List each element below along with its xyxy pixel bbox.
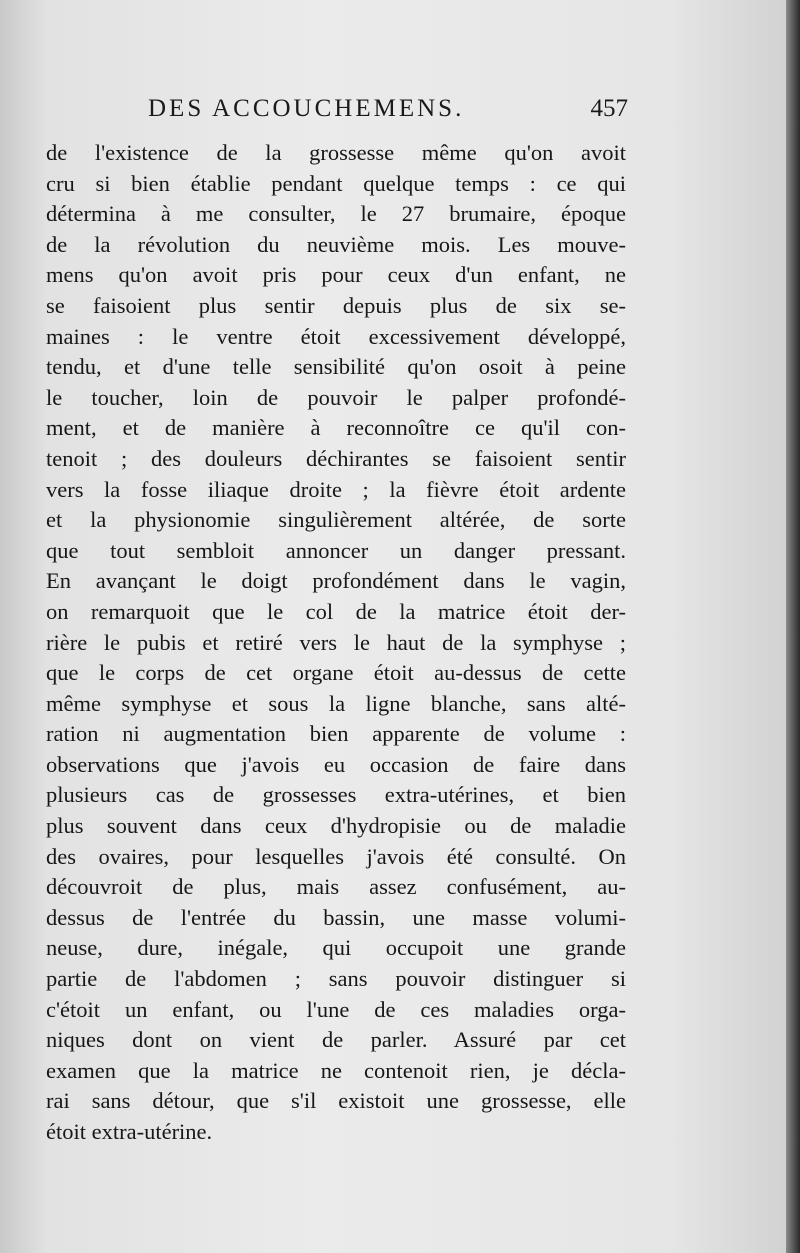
text-line: observations que j'avois eu occasion de faire dans	[46, 751, 626, 777]
text-line: En avançant le doigt profondément dans le vagin,	[46, 568, 626, 594]
page-header	[148, 95, 628, 135]
text-line: même symphyse et sous la ligne blanche, sans alté-	[46, 690, 626, 716]
text-line: de la révolution du neuvième mois. Les mouve-	[46, 231, 626, 257]
text-line: que tout sembloit annoncer un danger pressant.	[46, 537, 626, 563]
text-line: on remarquoit que le col de la matrice étoit der-	[46, 598, 626, 624]
text-line: plusieurs cas de grossesses extra-utérines, et bien	[46, 782, 626, 808]
text-line: découvroit de plus, mais assez confusément, au-	[46, 874, 626, 900]
text-line: se faisoient plus sentir depuis plus de six se-	[46, 292, 626, 318]
text-line: étoit extra-utérine.	[46, 1119, 213, 1144]
text-line: mens qu'on avoit pris pour ceux d'un enfant, ne	[46, 262, 626, 288]
text-line: vers la fosse iliaque droite ; la fièvre étoit ardente	[46, 476, 626, 502]
text-line: maines : le ventre étoit excessivement développé,	[46, 323, 626, 349]
text-line: et la physionomie singulièrement altérée, de sorte	[46, 507, 626, 533]
text-line: ration ni augmentation bien apparente de volume :	[46, 721, 626, 747]
text-line: cru si bien établie pendant quelque temps : ce qui	[46, 170, 626, 196]
text-line: que le corps de cet organe étoit au-dessus de cette	[46, 660, 626, 686]
text-line: tendu, et d'une telle sensibilité qu'on osoit à peine	[46, 354, 626, 380]
text-line: dessus de l'entrée du bassin, une masse volumi-	[46, 904, 626, 930]
text-line: neuse, dure, inégale, qui occupoit une grande	[46, 935, 626, 961]
text-line: détermina à me consulter, le 27 brumaire, époque	[46, 201, 626, 227]
text-line: de l'existence de la grossesse même qu'on avoit	[46, 140, 626, 165]
text-line: des ovaires, pour lesquelles j'avois été consulté. On	[46, 843, 626, 869]
text-line: plus souvent dans ceux d'hydropisie ou de maladie	[46, 813, 626, 839]
text-line: niques dont on vient de parler. Assuré par cet	[46, 1027, 626, 1053]
text-line: le toucher, loin de pouvoir le palper profondé-	[46, 384, 626, 410]
body-text	[46, 138, 626, 1148]
text-line: tenoit ; des douleurs déchirantes se faisoient sentir	[46, 445, 626, 471]
text-line: rière le pubis et retiré vers le haut de la symphyse ;	[46, 629, 626, 655]
page-edge-shadow	[786, 0, 800, 1253]
text-line: rai sans détour, que s'il existoit une grossesse, elle	[46, 1088, 626, 1114]
text-line: c'étoit un enfant, ou l'une de ces maladies orga-	[46, 996, 626, 1022]
text-line: examen que la matrice ne contenoit rien, je décla-	[46, 1057, 626, 1083]
running-head: DES ACCOUCHEMENS.	[148, 95, 465, 122]
text-line: partie de l'abdomen ; sans pouvoir distinguer si	[46, 966, 626, 992]
page-number: 457	[590, 95, 628, 122]
text-line: ment, et de manière à reconnoître ce qu'il con-	[46, 415, 626, 441]
